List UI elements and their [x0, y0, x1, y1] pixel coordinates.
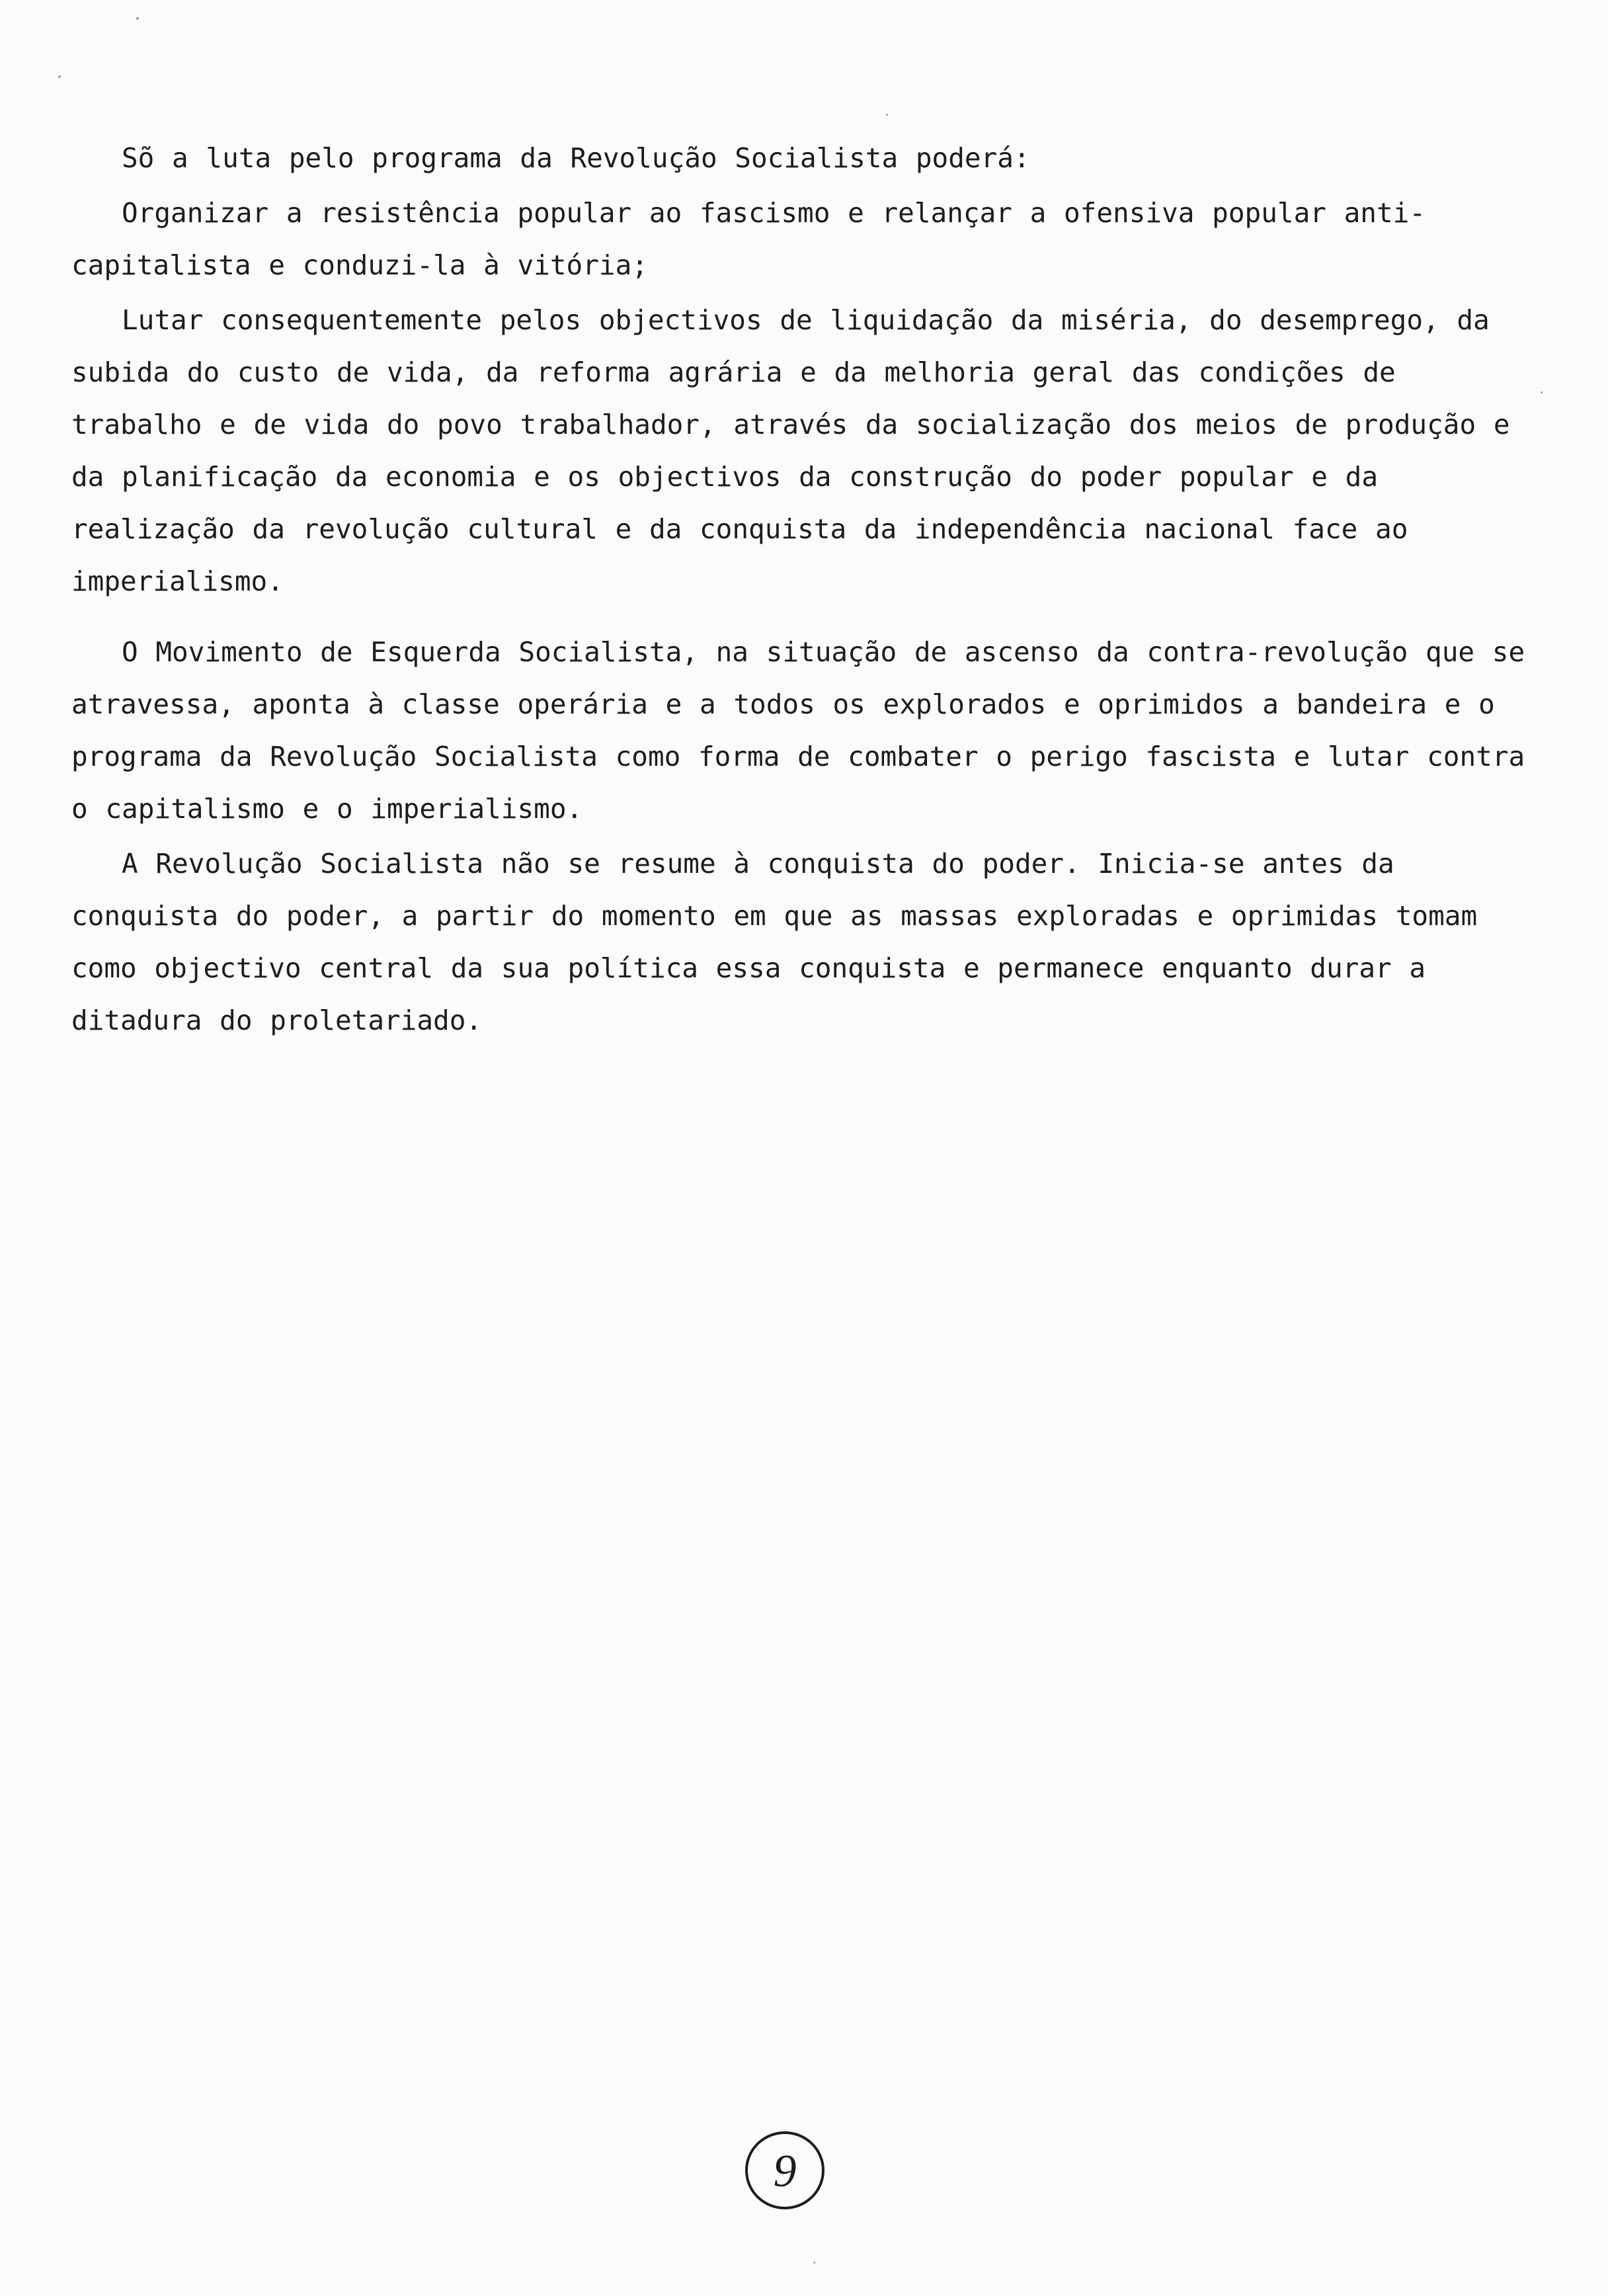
page-number-circle	[742, 2128, 828, 2214]
paragraph-organize: Organizar a resistência popular ao fascismo e relançar a ofensiva popular anti-capitalista e conduzi-la à vitória;	[71, 197, 1426, 281]
body-text	[71, 132, 1533, 1047]
paragraph-revolution: A Revolução Socialista não se resume à conquista do poder. Inicia-se antes da conquista do poder, a partir do momento em que as massas exploradas e oprimidas tomam como objectivo central da sua política essa conquista e permanece enquanto durar a ditadura do proletariado.	[71, 848, 1478, 1036]
paragraph-intro: Sõ a luta pelo programa da Revolução Socialista poderá:	[122, 142, 1030, 174]
scan-speck	[1541, 391, 1543, 393]
circle-icon	[742, 2128, 828, 2214]
scan-speck	[58, 75, 61, 78]
paragraph-struggle: Lutar consequentemente pelos objectivos de liquidação da miséria, do desemprego, da subida do custo de vida, da reforma agrária e da melhoria geral das condições de trabalho e de vida do povo trabalhador, através da socialização dos meios de produção e da planificação da economia e os objectivos da construção do poder popular e da realização da revolução cultural e da conquista da independência nacional face ao imperialismo.	[71, 304, 1510, 597]
scan-speck	[813, 2262, 815, 2264]
page-number-text: 9	[773, 2146, 797, 2197]
scan-speck	[136, 17, 139, 20]
paragraph-movement: O Movimento de Esquerda Socialista, na situação de ascenso da contra-revolução que se atravessa, aponta à classe operária e a todos os explorados e oprimidos a bandeira e o programa da Revolução Socialista como forma de combater o perigo fascista e lutar contra o capitalismo e o imperialismo.	[71, 636, 1525, 825]
scan-speck	[886, 114, 888, 116]
